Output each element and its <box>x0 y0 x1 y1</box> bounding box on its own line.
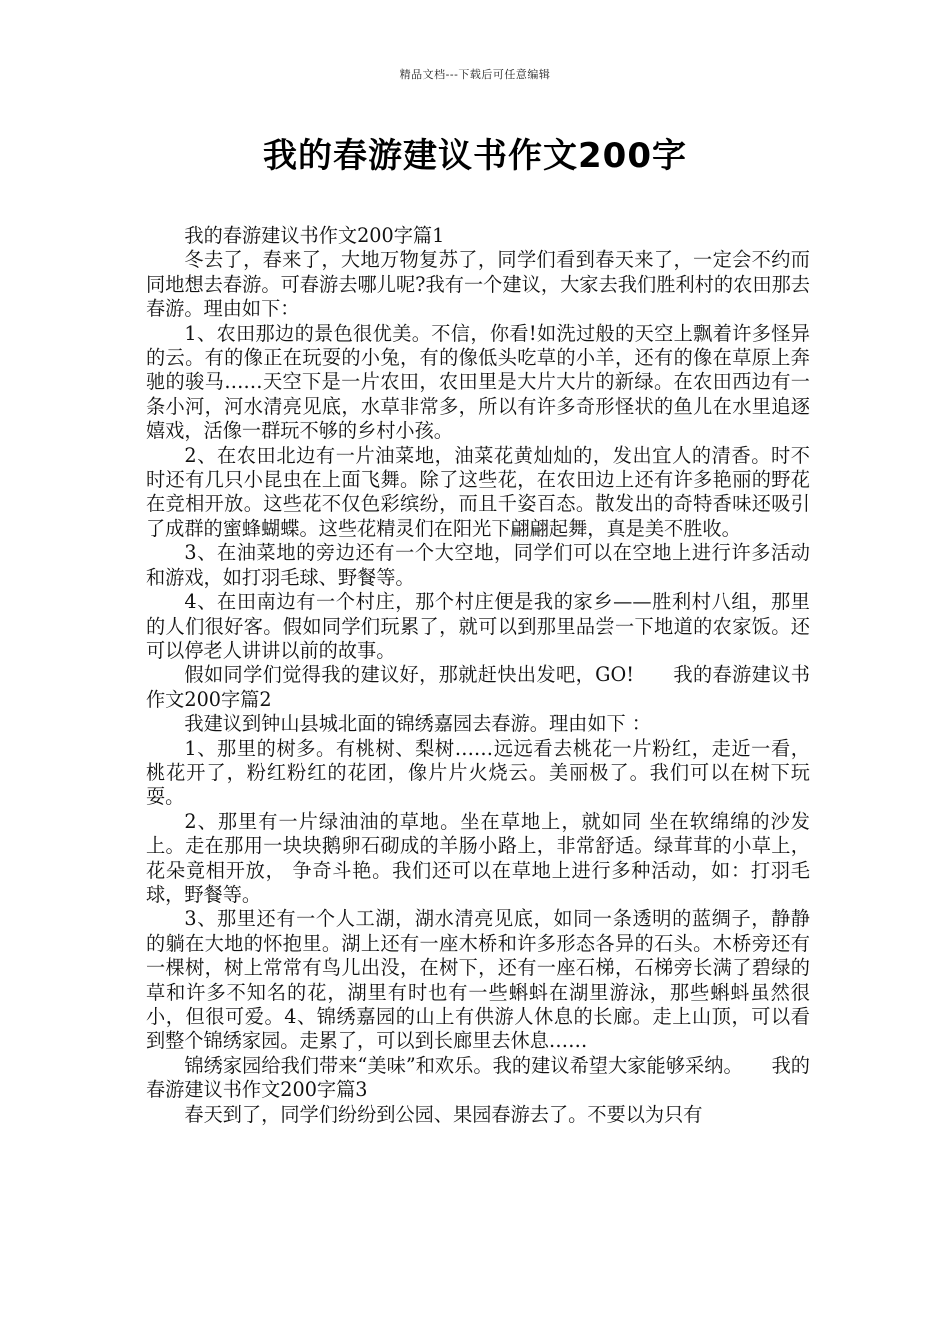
document-title: 我的春游建议书作文200字 <box>263 136 687 176</box>
document-body <box>146 224 810 1127</box>
paragraph: 4、在田南边有一个村庄，那个村庄便是我的家乡——胜利村八组，那里的人们很好客。假如同学们玩累了，就可以到那里品尝一下地道的农家饭。还可以停老人讲讲以前的故事。 <box>146 590 810 662</box>
paragraph: 冬去了，春来了，大地万物复苏了，同学们看到春天来了，一定会不约而同地想去春游。可春游去哪儿呢?我有一个建议，大家去我们胜利村的农田那去春游。理由如下： <box>146 248 810 321</box>
paragraph: 我建议到钟山县城北面的锦绣嘉园去春游。理由如下 ： <box>184 712 651 736</box>
paragraph: 春天到了，同学们纷纷到公园、果园春游去了。不要以为只有 <box>184 1102 703 1126</box>
paragraph: 1、农田那边的景色很优美。不信，你看!如洗过般的天空上飘着许多怪异的云。有的像正在玩耍的小兔，有的像低头吃草的小羊，还有的像在草原上奔驰的骏马……天空下是一片农田，农田里是大片大片的新绿。在农田西边有一条小河，河水清亮见底，水草非常多，所以有许多奇形怪状的鱼儿在水里追逐嬉戏，活像一群玩不够的乡村小孩。 <box>146 321 810 443</box>
paragraph: 3、那里还有一个人工湖，湖水清亮见底，如同一条透明的蓝绸子，静静的躺在大地的怀抱里。湖上还有一座木桥和许多形态各异的石头。木桥旁还有一棵树，树上常常有鸟儿出没，在树下，还有一座石梯，石梯旁长满了碧绿的草和许多不知名的花，湖里有时也有一些蝌蚪在湖里游泳，那些蝌蚪虽然很小，但很可爱。4、锦绣嘉园的山上有供游人休息的长廊。走上山顶，可以看到整个锦绣家园。走累了，可以到长廊里去休息…… <box>146 907 810 1053</box>
paragraph: 我的春游建议书作文200字篇1 <box>184 224 445 247</box>
paragraph: 假如同学们觉得我的建议好，那就赶快出发吧，GO! 我的春游建议书作文200字篇2 <box>146 663 810 711</box>
paragraph: 2、在农田北边有一片油菜地，油菜花黄灿灿的，发出宜人的清香。时不时还有几只小昆虫在上面飞舞。除了这些花，在农田边上还有许多艳丽的野花在竞相开放。这些花不仅色彩缤纷，而且千姿百态。散发出的奇特香味还吸引了成群的蜜蜂蝴蝶。这些花精灵们在阳光下翩翩起舞，真是美不胜收。 <box>146 443 810 540</box>
paragraph: 3、在油菜地的旁边还有一个大空地，同学们可以在空地上进行许多活动和游戏，如打羽毛球、野餐等。 <box>146 541 810 589</box>
header-note: 精品文档---下载后可任意编辑 <box>399 68 551 81</box>
paragraph: 2、那里有一片绿油油的草地。坐在草地上，就如同 坐在软绵绵的沙发上。走在那用一块块鹅卵石砌成的羊肠小路上，非常舒适。绿茸茸的小草上，花朵竟相开放， 争奇斗艳。我们还可以在草地上进行多种活动，如：打羽毛球，野餐等。 <box>146 809 810 906</box>
paragraph: 1、那里的树多。有桃树、梨树……远远看去桃花一片粉红，走近一看，桃花开了，粉红粉红的花团，像片片火烧云。美丽极了。我们可以在树下玩耍。 <box>146 736 810 809</box>
paragraph: 锦绣家园给我们带来“美味”和欢乐。我的建议希望大家能够采纳。 我的春游建议书作文200字篇3 <box>146 1053 810 1102</box>
